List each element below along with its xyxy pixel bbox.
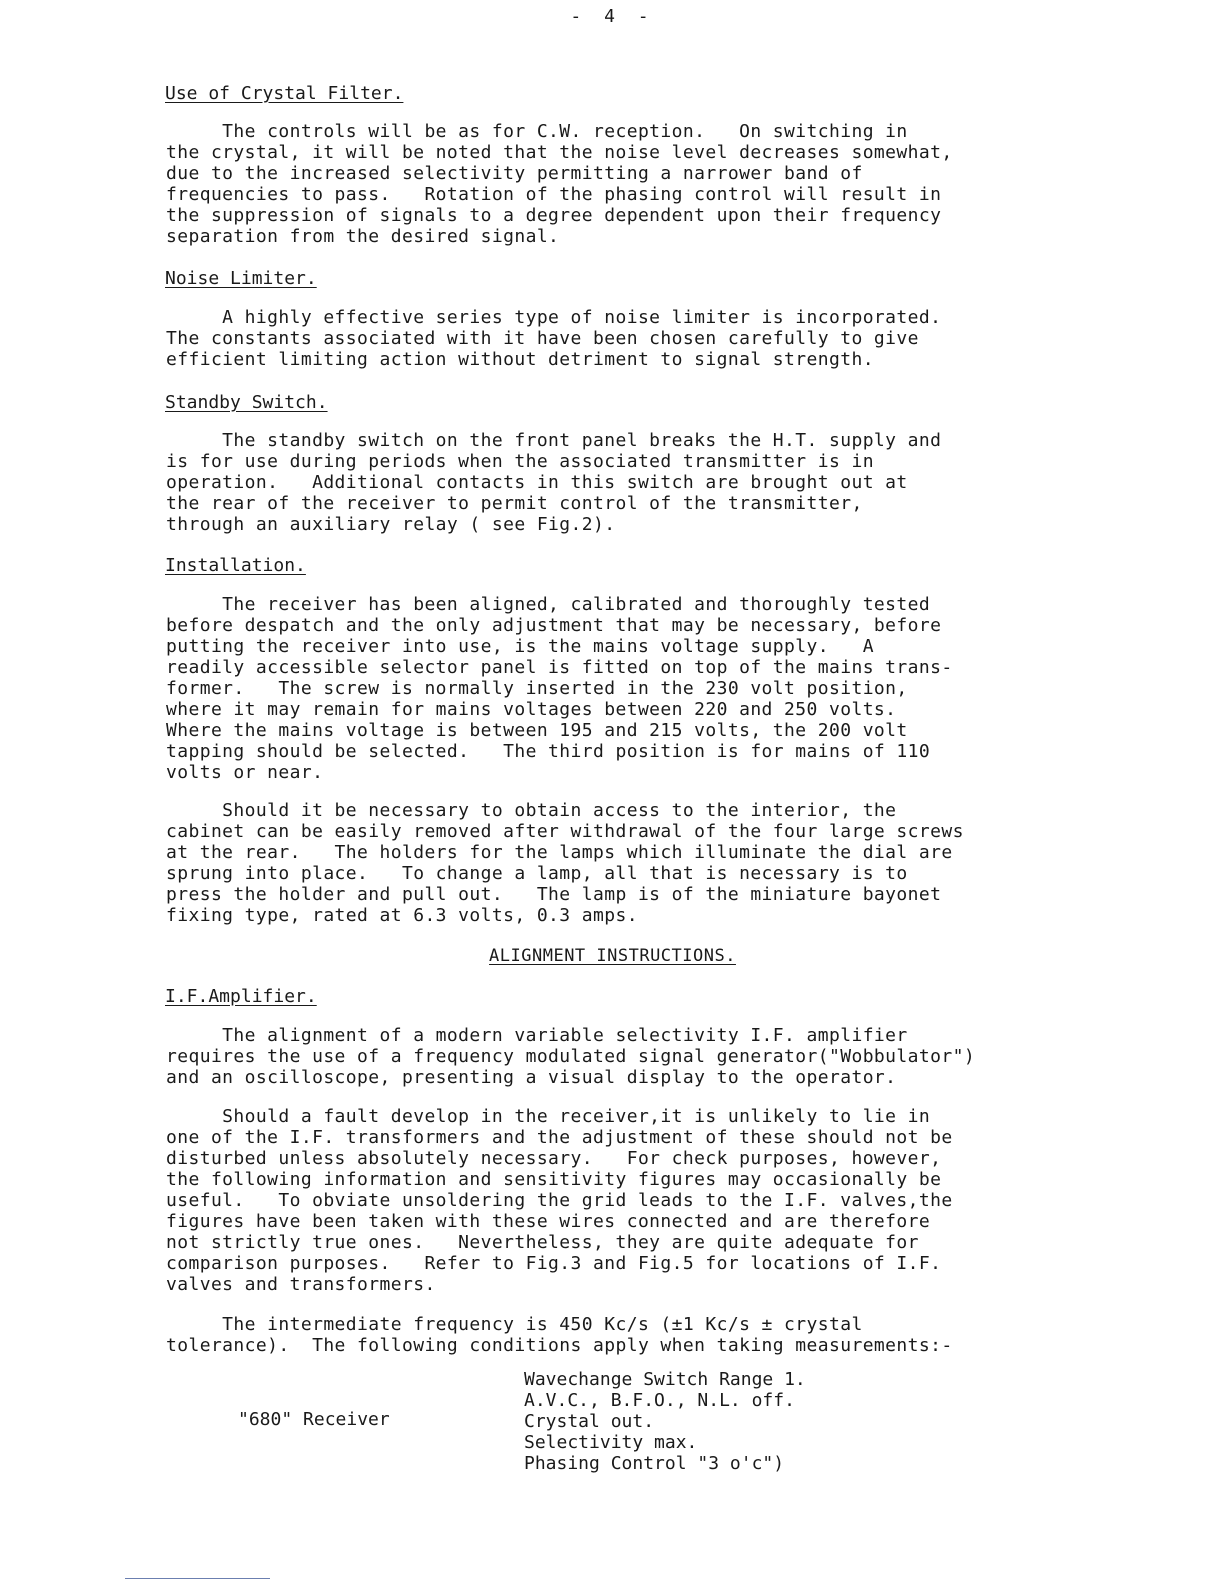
- text-line: volts or near.: [166, 762, 324, 783]
- text-line: where it may remain for mains voltages between 220 and 250 volts.: [166, 699, 897, 720]
- text-line: The alignment of a modern variable selectivity I.F. amplifier: [166, 1025, 908, 1046]
- text-line: the crystal, it will be noted that the noise level decreases somewhat,: [166, 142, 953, 163]
- text-line: before despatch and the only adjustment that may be necessary, before: [166, 615, 942, 636]
- text-line: comparison purposes. Refer to Fig.3 and Fig.5 for locations of I.F.: [166, 1253, 942, 1274]
- text-line: The intermediate frequency is 450 Kc/s (±1 Kc/s ± crystal: [166, 1314, 863, 1335]
- text-line: frequencies to pass. Rotation of the phasing control will result in: [166, 184, 942, 205]
- heading-noise-limiter: Noise Limiter.: [165, 268, 317, 289]
- text-line: The standby switch on the front panel breaks the H.T. supply and: [166, 430, 942, 451]
- text-line: separation from the desired signal.: [166, 226, 560, 247]
- text-line: cabinet can be easily removed after withdrawal of the four large screws: [166, 821, 964, 842]
- text-line: the rear of the receiver to permit control of the transmitter,: [166, 493, 863, 514]
- text-line: The constants associated with it have been chosen carefully to give: [166, 328, 919, 349]
- heading-alignment-instructions: ALIGNMENT INSTRUCTIONS.: [489, 946, 736, 966]
- text-line: disturbed unless absolutely necessary. For check purposes, however,: [166, 1148, 942, 1169]
- text-line: efficient limiting action without detriment to signal strength.: [166, 349, 874, 370]
- text-line: valves and transformers.: [166, 1274, 436, 1295]
- text-line: sprung into place. To change a lamp, all that is necessary is to: [166, 863, 908, 884]
- text-line: useful. To obviate unsoldering the grid leads to the I.F. valves,the: [166, 1190, 953, 1211]
- condition-item: Selectivity max.: [524, 1432, 698, 1453]
- text-line: and an oscilloscope, presenting a visual display to the operator.: [166, 1067, 897, 1088]
- text-line: the suppression of signals to a degree dependent upon their frequency: [166, 205, 942, 226]
- text-line: fixing type, rated at 6.3 volts, 0.3 amps.: [166, 905, 638, 926]
- text-line: readily accessible selector panel is fitted on top of the mains trans-: [166, 657, 953, 678]
- heading-if-amplifier: I.F.Amplifier.: [165, 986, 317, 1007]
- text-line: tapping should be selected. The third position is for mains of 110: [166, 741, 931, 762]
- text-line: one of the I.F. transformers and the adjustment of these should not be: [166, 1127, 953, 1148]
- text-line: at the rear. The holders for the lamps which illuminate the dial are: [166, 842, 953, 863]
- heading-standby-switch: Standby Switch.: [165, 392, 328, 413]
- text-line: tolerance). The following conditions apply when taking measurements:-: [166, 1335, 953, 1356]
- text-line: The receiver has been aligned, calibrated and thoroughly tested: [166, 594, 931, 615]
- text-line: Should it be necessary to obtain access to the interior, the: [166, 800, 897, 821]
- condition-item: Crystal out.: [524, 1411, 655, 1432]
- text-line: is for use during periods when the associated transmitter is in: [166, 451, 874, 472]
- receiver-label: "680" Receiver: [238, 1409, 390, 1430]
- text-line: not strictly true ones. Nevertheless, they are quite adequate for: [166, 1232, 919, 1253]
- footnote-rule: [125, 1578, 270, 1579]
- text-line: former. The screw is normally inserted in the 230 volt position,: [166, 678, 908, 699]
- text-line: due to the increased selectivity permitting a narrower band of: [166, 163, 863, 184]
- condition-item: A.V.C., B.F.O., N.L. off.: [524, 1390, 795, 1411]
- text-line: A highly effective series type of noise limiter is incorporated.: [166, 307, 942, 328]
- text-line: requires the use of a frequency modulated signal generator("Wobbulator"): [166, 1046, 976, 1067]
- text-line: figures have been taken with these wires connected and are therefore: [166, 1211, 931, 1232]
- heading-crystal-filter: Use of Crystal Filter.: [165, 83, 404, 104]
- text-line: operation. Additional contacts in this switch are brought out at: [166, 472, 908, 493]
- page-number: - 4 -: [570, 6, 655, 27]
- text-line: The controls will be as for C.W. reception. On switching in: [166, 121, 908, 142]
- text-line: Should a fault develop in the receiver,it is unlikely to lie in: [166, 1106, 931, 1127]
- text-line: putting the receiver into use, is the mains voltage supply. A: [166, 636, 874, 657]
- text-line: the following information and sensitivity figures may occasionally be: [166, 1169, 942, 1190]
- condition-item: Wavechange Switch Range 1.: [524, 1369, 806, 1390]
- text-line: Where the mains voltage is between 195 and 215 volts, the 200 volt: [166, 720, 908, 741]
- text-line: through an auxiliary relay ( see Fig.2).: [166, 514, 616, 535]
- heading-installation: Installation.: [165, 555, 306, 576]
- text-line: press the holder and pull out. The lamp is of the miniature bayonet: [166, 884, 942, 905]
- condition-item: Phasing Control "3 o'c"): [524, 1453, 785, 1474]
